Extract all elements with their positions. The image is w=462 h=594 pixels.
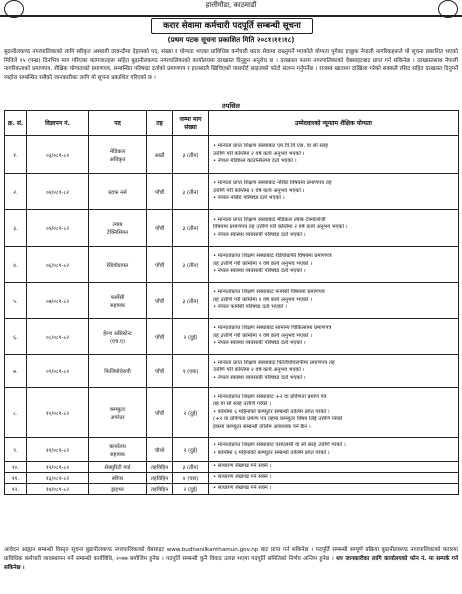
cell-level: तहविहिन (147, 473, 173, 484)
cell-ad-no: ०७/०८१-८२ (27, 283, 89, 319)
post-name-line: ड्राइभर (111, 487, 124, 493)
cell-sn: १. (5, 136, 27, 174)
qualification-line: • मान्यता प्राप्त शिक्षण संस्थाबाट मेडिकल ल्याब टेक्नोलोजी (213, 216, 326, 223)
cell-count: ४ (चार) (173, 473, 209, 484)
cell-qualification (209, 136, 459, 174)
cell-ad-no: १०/०८१-८२ (27, 388, 89, 438)
post-name-line: (एच.ए) (109, 338, 126, 345)
cell-qualification (209, 247, 459, 283)
cell-sn: ६. (5, 319, 27, 355)
table-row (5, 355, 459, 388)
cell-post (89, 283, 147, 319)
qualification-line: उत्तीर्ण गरी कम्तिमा २ वर्ष कार्य अनुभव भएको । (213, 367, 305, 374)
table-row (5, 247, 459, 283)
col-header-level: तह (147, 111, 173, 136)
office-address: हात्तीगौडा, काठमाडौं (205, 1, 257, 9)
table-heading: तपसिल (222, 102, 240, 110)
post-name-line: हेल्थ असिस्टेन्ट (103, 330, 132, 337)
qualification-line: तह उत्तीर्ण गरी कम्तिमा २ वर्ष कार्य अनुभव भएको । (213, 332, 313, 339)
cell-post (89, 247, 147, 283)
qualification-line: • मान्यताप्राप्त शिक्षण संस्थाबाट फार्मेसी विषयमा प्रमाणपत्र (213, 289, 325, 296)
qualification-line: • नेपाल स्वास्थ्य व्यवसायी परिषद्मा दर्ता भएको । (213, 340, 306, 347)
notice-subtitle: (प्रथम पटक सूचना प्रकाशित मिति २०८१।११।१८) (167, 36, 295, 44)
qualification-line: • नेपाल स्वास्थ्य व्यवसायी परिषद्मा दर्ता भएको । (213, 231, 306, 238)
qualification-line: (+२ वा प्रविणता प्रमाण पत्र तहमा कम्प्युटर विषय लिई उत्तीर्ण गरेको (213, 416, 343, 423)
table-row (5, 174, 459, 210)
table-row (5, 283, 459, 319)
cell-post (89, 484, 147, 495)
qualification-line: • नेपाल मेडिकल काउन्सिलमा दर्ता भएको । (213, 158, 297, 165)
cell-ad-no: ०८/०८१-८२ (27, 319, 89, 355)
table-header-row (5, 111, 459, 136)
cell-ad-no: १२/०८१-८२ (27, 462, 89, 473)
col-header-post: पद (89, 111, 147, 136)
qualification-line: • साधारण लेखपढ गर्न सक्ने । (213, 463, 272, 470)
cell-count: १ (एक) (173, 355, 209, 388)
cell-count: २ (दुई) (173, 388, 209, 438)
header-divider (0, 15, 462, 17)
cell-post (89, 388, 147, 438)
cell-count: २ (दुई) (173, 319, 209, 355)
post-name-line: कार्यालय (109, 443, 126, 450)
post-name-line: अपरेटर (110, 414, 125, 421)
cell-ad-no: १४/०८१-८२ (27, 484, 89, 495)
post-name-line: स्टाफ नर्स (108, 189, 127, 196)
table-row (5, 473, 459, 484)
cell-ad-no: ०६/०८१-८२ (27, 247, 89, 283)
notice-intro-paragraph: बुढानीलकण्ठ नगरपालिकाको लागि स्वीकृत अस्थायी दरबन्दीमा देहायको पद, संख्या र योग्यता भएका प्राविधिक कर्मचारी करार सेवामा राख्नुपर्ने भएकोले योग्यता पुगेका इच्छुक नेपाली नागरिकहरूले यो सूचना प्रकाशित भएको मितिले १५ (पन्ध्र) दिनभित्र माग गरिएका कागजातहरू सहित बुढानीलकण्ठ नगरपालिकाको कार्यालयमा दरखास्त दिनुहुन अनुरोध छ । दरखास्त फारम नगरपालिकाको वेबसाइटबाट प्राप्त गर्न सकिनेछ । दरखास्तसाथ नेपाली नागरिकताको प्रमाणपत्र, शैक्षिक योग्यताको प्रमाणपत्र, सम्बन्धित परिषद्मा दर्ताको प्रमाणपत्र र हालसालै खिचिएको पासपोर्ट साइजको फोटो संलग्न गर्नुपर्नेछ । राजस्व खातामा दाखिला गरेको सक्कलै रसिद सहित दरखास्त दिनुपर्ने व्यहोरा सम्बन्धित सबैको जानकारीका लागि यो सूचना प्रकाशित गरिएको छ । (4, 49, 458, 81)
cell-level: पाँचौं (147, 319, 173, 355)
qualification-line: • मान्यता प्राप्त शिक्षण संस्थाबाट फिजियोथेरापीमा प्रमाणपत्र तह (213, 359, 335, 366)
table-row (5, 136, 459, 174)
qualification-line: • मान्यताप्राप्त शिक्षण संस्थाबाट एसएलसी वा सो सरह उत्तीर्ण गरेको । (213, 441, 346, 448)
cell-qualification (209, 438, 459, 462)
cell-level: पाँचौं (147, 355, 173, 388)
qualification-line: उत्तीर्ण गरी कम्तिमा २ वर्ष कार्य अनुभव भएको । (213, 187, 305, 194)
col-header-qualification: उम्मेदवारको न्यूनतम शैक्षिक योग्यता (209, 111, 459, 136)
cell-ad-no: १३/०८१-८२ (27, 473, 89, 484)
cell-post (89, 462, 147, 473)
cell-ad-no: ०९/०८१-८२ (27, 355, 89, 388)
cell-count: ३ (तीन) (173, 462, 209, 473)
qualification-line: उत्तीर्ण गरी कम्तिमा २ वर्ष कार्य अनुभव भएको । (213, 150, 305, 157)
qualification-line: • साधारण लेखपढ गर्न सक्ने । (213, 474, 272, 481)
cell-count: ३ (तीन) (173, 247, 209, 283)
cell-post (89, 210, 147, 247)
qualification-line: • मान्यताप्राप्त शिक्षण संस्थाबाट रेडियोग्राफी विषयमा प्रमाणपत्र (213, 253, 332, 260)
cell-post (89, 473, 147, 484)
cell-post (89, 174, 147, 210)
col-header-ad-no: विज्ञापन नं. (27, 111, 89, 136)
cell-level: पाँचौं (147, 174, 173, 210)
cell-ad-no: ११/०८१-८२ (27, 438, 89, 462)
cell-sn: ८. (5, 388, 27, 438)
notice-footer (4, 546, 458, 572)
qualification-line: • कम्तिमा ६ महिनाको कम्प्युटर सम्बन्धी तालिम प्राप्त गरेको । (213, 408, 330, 415)
cell-sn: १२. (5, 484, 27, 495)
cell-post (89, 355, 147, 388)
post-name-line: रेडियोग्राफर (106, 262, 129, 269)
cell-ad-no: ०५/०८१-८२ (27, 210, 89, 247)
post-name-line: अधिकृत (109, 156, 126, 163)
qualification-line: तह वा सो सरह उत्तीर्ण गरेको । (213, 401, 272, 408)
cell-qualification (209, 210, 459, 247)
cell-count: २ (दुई) (173, 484, 209, 495)
cell-post (89, 438, 147, 462)
cell-qualification (209, 319, 459, 355)
cell-post (89, 319, 147, 355)
cell-count: ३ (तीन) (173, 174, 209, 210)
qualification-line: • साधारण लेखपढ गर्न सक्ने । (213, 485, 272, 492)
table-row (5, 462, 459, 473)
qualification-line: • नेपाल स्वास्थ्य व्यवसायी परिषद्मा दर्ता भएको । (213, 374, 306, 381)
cell-sn: २. (5, 174, 27, 210)
vacancy-table (4, 110, 459, 495)
cell-level: पाँचौं (147, 388, 173, 438)
cell-sn: ५. (5, 283, 27, 319)
qualification-line: तह उत्तीर्ण गरी कम्तिमा २ वर्ष कार्य अनुभव भएको । (213, 296, 313, 303)
cell-qualification (209, 388, 459, 438)
cell-count: २ (दुई) (173, 438, 209, 462)
post-name-line: सहायक (110, 302, 125, 309)
cell-count: ३ (तीन) (173, 210, 209, 247)
cell-sn: ११. (5, 473, 27, 484)
qualification-line: • मान्यता प्राप्त शिक्षण संस्थाबाट एम.वि.वि.एस. वा सो सरह (213, 143, 328, 150)
post-name-line: सहायक (110, 451, 125, 458)
notice-title: करार सेवामा कर्मचारी पदपूर्ति सम्बन्धी सूचना (151, 18, 313, 34)
footer-text: आवेदन आह्वान सम्बन्धी विस्तृत सूचना बुढानीलकण्ठ नगरपालिकाको वेबसाइट www.budhanilkanthamun.gov.np बाट प्राप्त गर्न सकिनेछ । पदपूर्ति सम्बन्धी सम्पूर्ण प्रक्रिया बुढानीलकण्ठ नगरपालिकाको करारमा प्राविधिक कर्मचारी व्यवस्थापन गर्ने सम्बन्धी कार्यविधि, २०७७ बमोजिम हुनेछ । पदपूर्ति सम्बन्धी कुनै विवाद उत्पन्न भएमा पदपूर्ति समितिको निर्णय अन्तिम हुनेछ । (4, 547, 458, 562)
cell-count: ३ (तीन) (173, 136, 209, 174)
table-row (5, 319, 459, 355)
qualification-line: • नेपाल फार्मेसी परिषद्मा दर्ता भएको । (213, 304, 287, 311)
cell-sn: ९. (5, 438, 27, 462)
post-name-line: फार्मेसी (110, 294, 125, 301)
cell-ad-no: ०३/०८१-८२ (27, 136, 89, 174)
qualification-line: • मान्यताप्राप्त शिक्षण संस्थाबाट सामान्य चिकित्सामा प्रमाणपत्र (213, 325, 332, 332)
cell-level: तहविहिन (147, 462, 173, 473)
qualification-line: विषयमा प्रमाणपत्र तह उत्तीर्ण गरी कम्तिमा २ वर्ष कार्य अनुभव भएको । (213, 224, 348, 231)
post-name-line: फिजियोथेरापी (104, 369, 131, 375)
cell-level: आठौं (147, 136, 173, 174)
qualification-line: • कम्तिमा ६ महिनाको कम्प्युटर सम्बन्धी तालिम प्राप्त गरेको । (213, 449, 330, 456)
qualification-line: • नेपाल नर्सिङ परिषद्मा दर्ता भएको । (213, 195, 285, 202)
cell-qualification (209, 355, 459, 388)
table-row (5, 388, 459, 438)
cell-ad-no: ०४/०८१-८२ (27, 174, 89, 210)
cell-qualification (209, 484, 459, 495)
post-name-line: टेक्निसियन (107, 230, 128, 236)
cell-qualification (209, 283, 459, 319)
cell-count: ३ (तीन) (173, 283, 209, 319)
table-row (5, 210, 459, 247)
table-row (5, 438, 459, 462)
cell-post (89, 136, 147, 174)
cell-sn: ४. (5, 247, 27, 283)
cell-qualification (209, 462, 459, 473)
col-header-sn: क्र. सं. (5, 111, 27, 136)
post-name-line: स्वीपर (111, 476, 124, 482)
qualification-line: तह उत्तीर्ण गरी कम्तिमा २ वर्ष कार्य अनुभव भएको । (213, 260, 313, 267)
post-name-line: ल्याब (112, 222, 123, 228)
cell-qualification (209, 473, 459, 484)
qualification-line: • मान्यताप्राप्त शिक्षण संस्थाबाट +२ वा प्रविणता प्रमाण पत्र (213, 393, 327, 400)
post-name-line: मेडिकल (109, 148, 126, 155)
qualification-line: हकमा कम्प्युटर सम्बन्धी तालिम आवश्यक पर्ने छैन । (213, 423, 311, 430)
cell-level: तहविहिन (147, 484, 173, 495)
cell-qualification (209, 174, 459, 210)
table-row (5, 484, 459, 495)
qualification-line: • मान्यता प्राप्त शिक्षण संस्थाबाट नर्सिङ विषयमा प्रमाणपत्र तह (213, 180, 332, 187)
cell-level: पाँचौं (147, 210, 173, 247)
cell-sn: १०. (5, 462, 27, 473)
qualification-line: • नेपाल स्वास्थ्य व्यवसायी परिषद्मा दर्ता भएको । (213, 268, 306, 275)
cell-sn: ७. (5, 355, 27, 388)
cell-sn: ३. (5, 210, 27, 247)
footer-contact-text: थप जानकारीका लागि कार्यालयको फोन नं. मा सम्पर्क गर्न सकिनेछ । (4, 555, 458, 571)
col-header-count: जम्मा माग संख्या (173, 111, 209, 136)
cell-level: पाँचौं (147, 283, 173, 319)
cell-level: चौथो (147, 438, 173, 462)
cell-level: पाँचौं (147, 247, 173, 283)
post-name-line: सेक्युरिटी गार्ड (104, 465, 131, 471)
post-name-line: कम्प्युटर (109, 406, 126, 413)
